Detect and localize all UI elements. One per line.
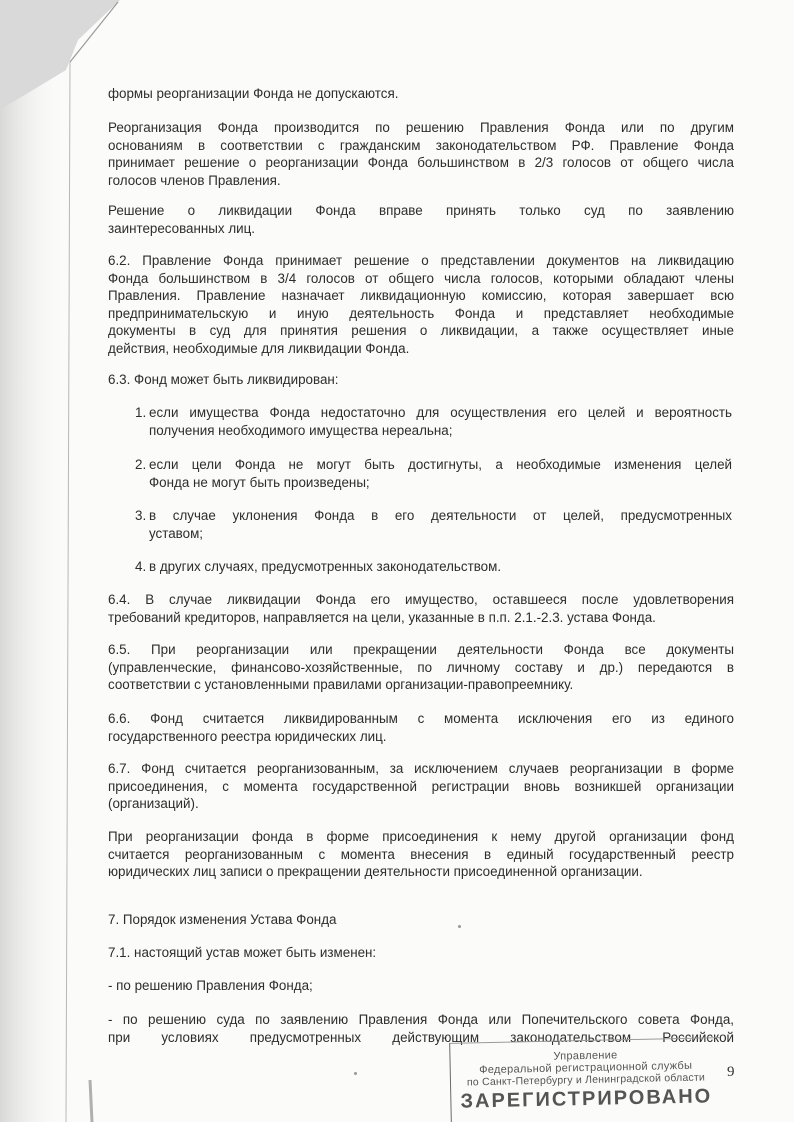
text-line: Решение о ликвидации Фонда вправе принять только суд по заявлению	[108, 203, 734, 218]
text-line: соответствии с установленными правилами организации-правопреемнику.	[108, 677, 574, 693]
item-number: 3.	[135, 508, 147, 523]
clause-6-2	[108, 252, 734, 358]
text-line: в случае уклонения Фонда в его деятельности от целей, предусмотренных	[149, 508, 732, 523]
text-line: 6.4. В случае ликвидации Фонда его имущество, оставшееся после удовлетворения	[108, 592, 734, 607]
text-line: формы реорганизации Фонда не допускаются.	[108, 86, 399, 101]
clause-6-4	[108, 591, 734, 626]
text-line: если имущества Фонда недостаточно для осуществления его целей и вероятность	[149, 405, 732, 420]
paragraph-form-not-allowed	[108, 85, 734, 103]
clause-6-3-item-4	[135, 558, 732, 576]
text-line: При реорганизации фонда в форме присоединения к нему другой организации фонд	[108, 829, 734, 844]
paragraph-reorganization	[108, 119, 734, 189]
scan-speck	[458, 925, 461, 928]
text-line: требований кредиторов, направляется на цели, указанные в п.п. 2.1.-2.3. устава Фонда.	[108, 609, 656, 625]
clause-6-6	[108, 710, 734, 745]
text-line: Реорганизация Фонда производится по решению Правления Фонда или по другим	[108, 120, 734, 135]
clause-6-3-item-1	[135, 404, 732, 439]
clause-7-1	[108, 944, 734, 962]
item-number: 2.	[135, 457, 147, 472]
page-number: 9	[727, 1064, 735, 1080]
clause-6-3-item-2	[135, 456, 732, 491]
text-line: 6.7. Фонд считается реорганизованным, за исключением случаев реорганизации в форме	[108, 761, 734, 776]
stamp-line: Федеральной регистрационной службы	[479, 1059, 693, 1077]
text-line: присоединения, с момента государственной регистрации вновь возникшей организации	[108, 778, 734, 794]
clause-6-7	[108, 760, 734, 813]
text-line: (организаций).	[108, 796, 199, 812]
text-line: действия, необходимые для ликвидации Фонда.	[108, 340, 410, 356]
clause-7-1-a	[108, 977, 734, 995]
text-line: 6.2. Правление Фонда принимает решение о представлении документов на ликвидацию	[108, 253, 734, 268]
text-line: документы в суд для принятия решения о ликвидации, а также осуществляет иные	[108, 323, 734, 339]
text-line: считается реорганизованным с момента внесения в единый государственный реестр	[108, 846, 734, 862]
stamp-line: по Санкт-Петербургу и Ленинградской области	[466, 1071, 706, 1089]
text-line: - по решению Правления Фонда;	[108, 978, 313, 993]
text-line: Фонда большинством в 3/4 голосов от общего числа голосов, которыми обладают члены	[108, 270, 734, 286]
stamp-registered-label: ЗАРЕГИСТРИРОВАНО	[460, 1085, 713, 1113]
section-heading: 7. Порядок изменения Устава Фонда	[108, 912, 337, 927]
text-line: 6.5. При реорганизации или прекращении деятельности Фонда все документы	[108, 642, 734, 657]
text-line: Правления. Правление назначает ликвидационную комиссию, которая завершает всю	[108, 288, 734, 304]
paragraph-merger	[108, 828, 734, 881]
clause-6-3-item-3	[135, 507, 732, 542]
text-line: принимает решение о реорганизации Фонда большинством в 2/3 голосов от общего числа	[108, 155, 734, 171]
text-line: Фонда не могут быть произведены;	[149, 474, 370, 490]
text-line: если цели Фонда не могут быть достигнуты, а необходимые изменения целей	[149, 457, 732, 472]
scan-speck	[354, 1072, 357, 1075]
text-line: предпринимательскую и иную деятельность Фонда и представляет необходимые	[108, 305, 734, 321]
text-line: основаниям в соответствии с гражданским законодательством РФ. Правление Фонда	[108, 137, 734, 153]
text-line: заинтересованных лиц.	[108, 220, 256, 236]
registration-stamp	[449, 1037, 722, 1122]
text-line: при условиях предусмотренных действующим законодательством Российской	[108, 1029, 734, 1045]
text-line: уставом;	[149, 525, 204, 541]
text-line: 6.6. Фонд считается ликвидированным с момента исключения его из единого	[108, 711, 734, 726]
item-number: 1.	[135, 405, 147, 420]
text-line: получения необходимого имущества нереальна;	[149, 422, 453, 438]
item-number: 4.	[135, 559, 147, 574]
clause-6-5	[108, 641, 734, 694]
section-7-title	[108, 911, 734, 929]
text-line: 6.3. Фонд может быть ликвидирован:	[108, 372, 339, 387]
text-line: государственного реестра юридических лиц.	[108, 728, 387, 744]
text-line: (управленческие, финансово-хозяйственные, по личному составу и др.) передаются в	[108, 659, 734, 675]
paragraph-liquidation-court	[108, 202, 734, 237]
text-line: юридических лиц записи о прекращении деятельности присоединенной организации.	[108, 864, 643, 880]
text-line: в других случаях, предусмотренных законодательством.	[149, 559, 502, 574]
stamp-line: Управление	[553, 1049, 618, 1063]
text-line: 7.1. настоящий устав может быть изменен:	[108, 945, 377, 960]
clause-6-3-title	[108, 371, 734, 389]
text-line: голосов членов Правления.	[108, 172, 281, 188]
text-line: - по решению суда по заявлению Правления Фонда или Попечительского совета Фонда,	[108, 1012, 734, 1027]
